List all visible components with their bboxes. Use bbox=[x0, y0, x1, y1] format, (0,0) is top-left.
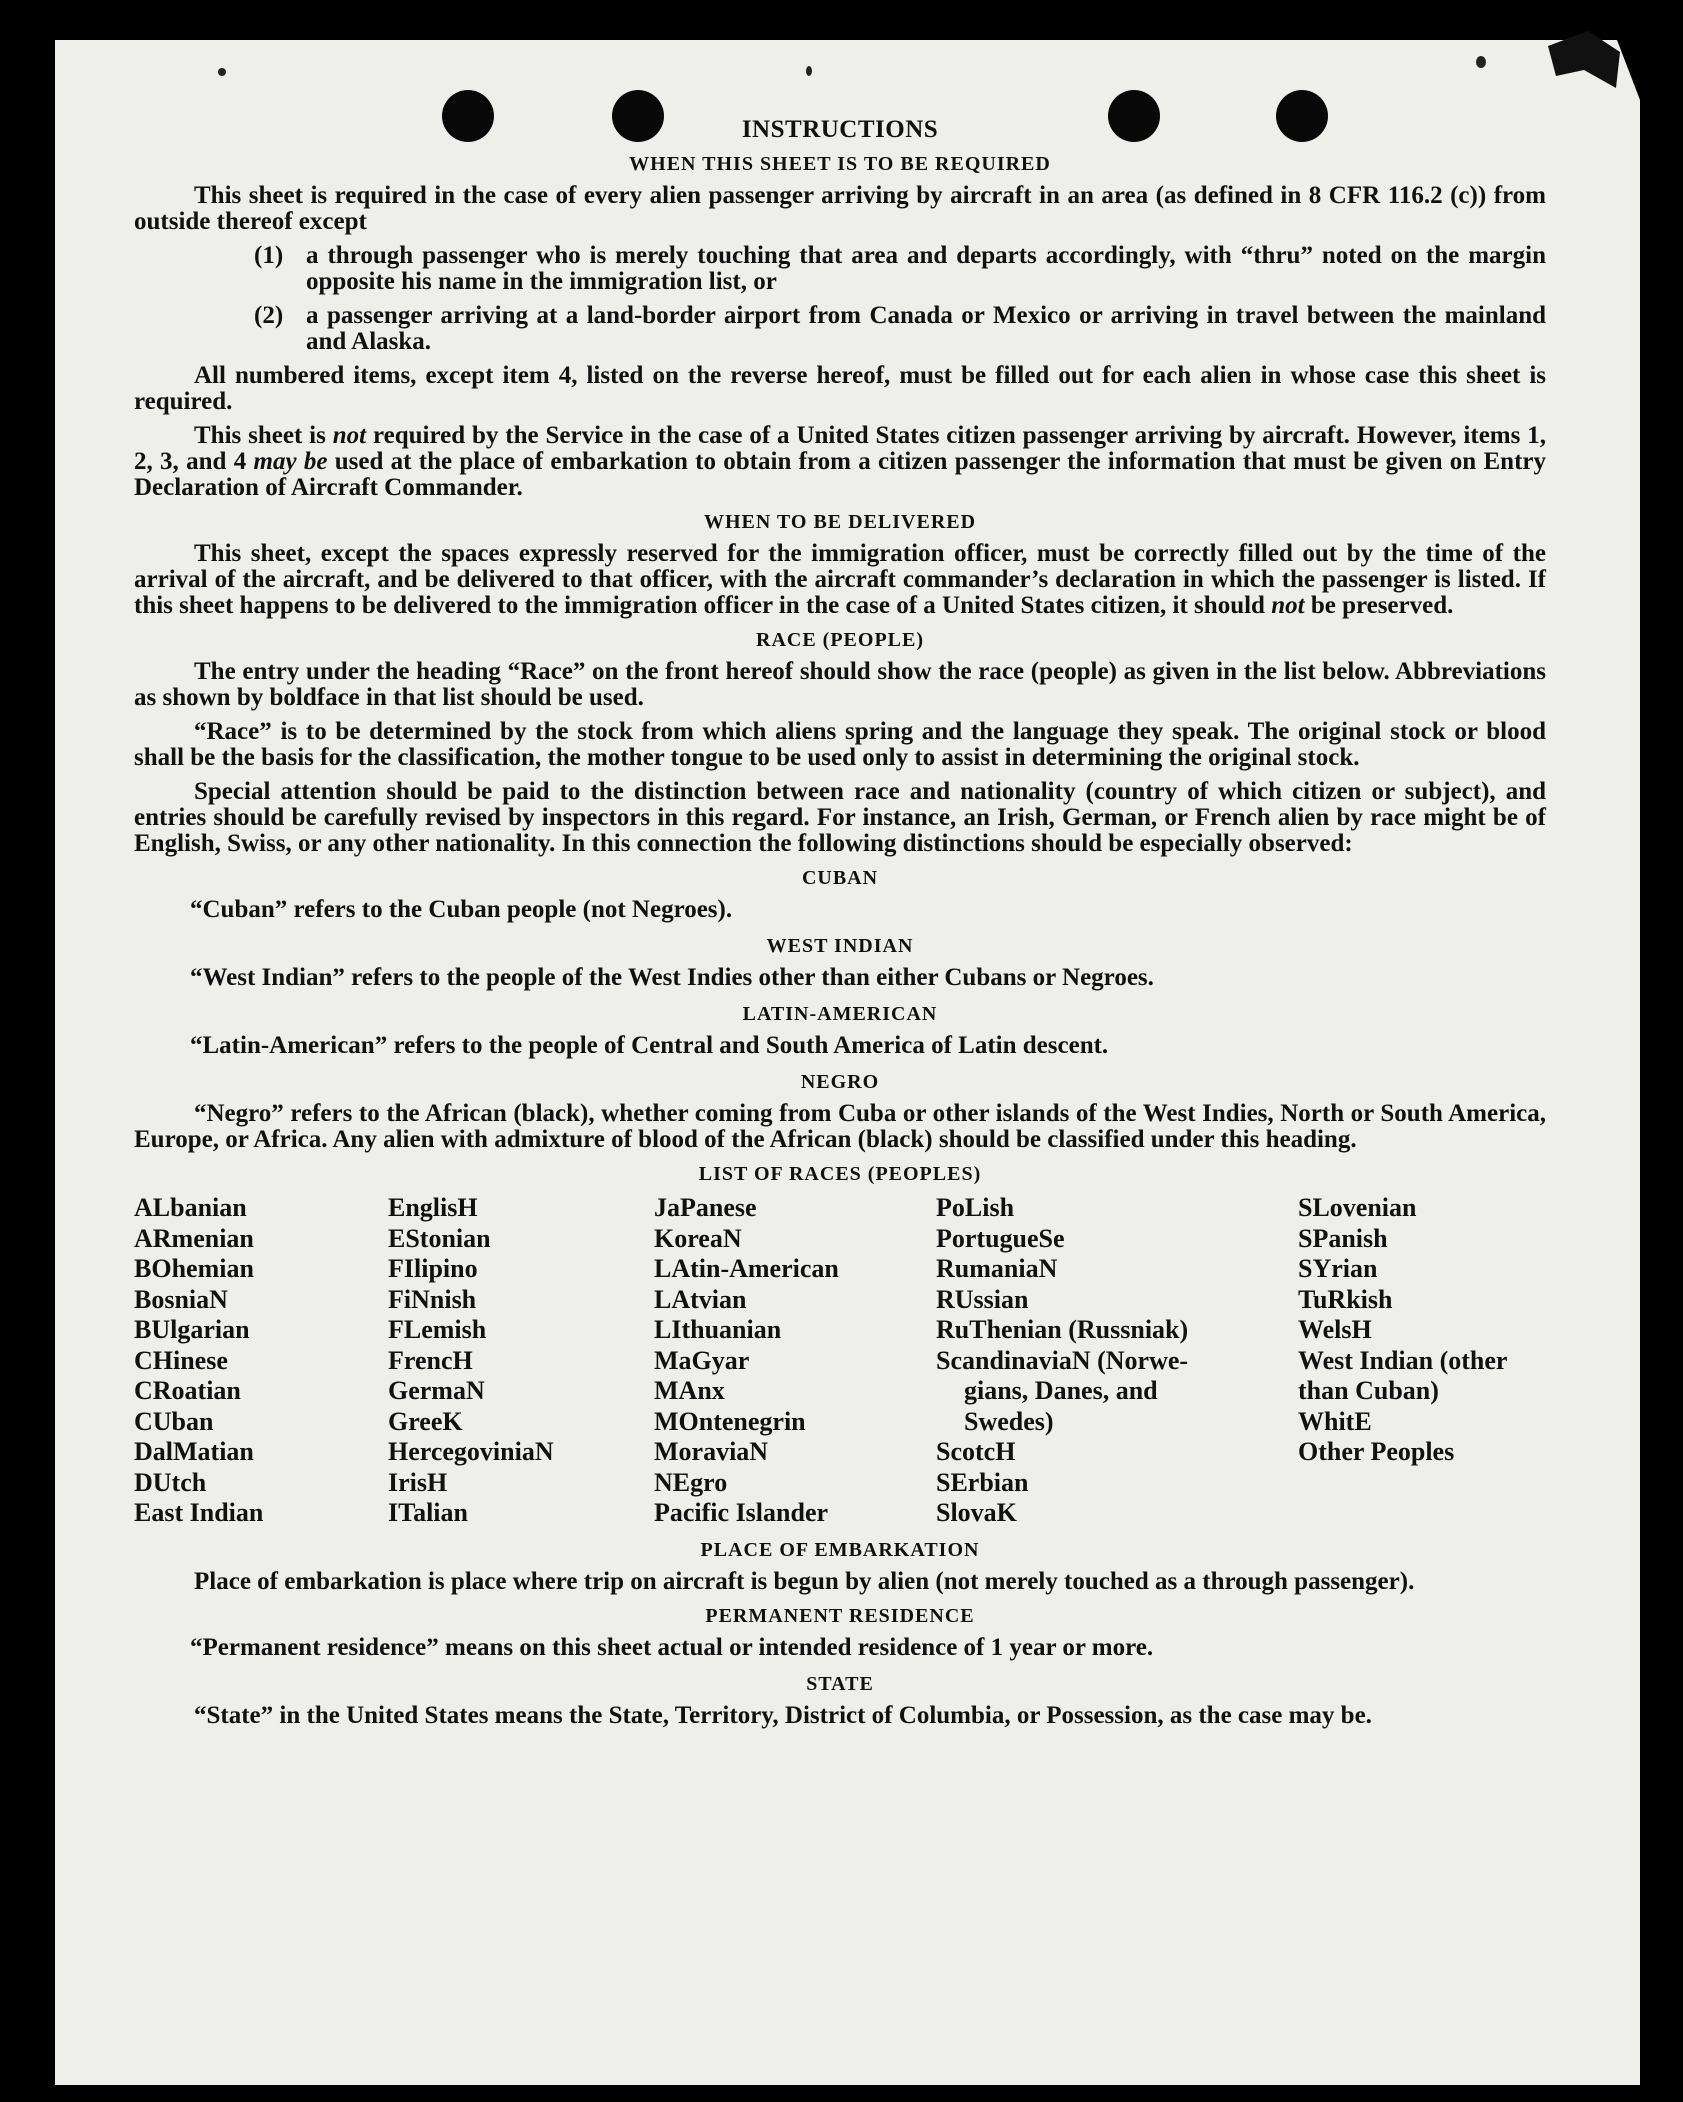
race-entry: SPanish bbox=[1298, 1223, 1388, 1253]
race-entry: West Indian (other bbox=[1298, 1345, 1508, 1375]
race-entry: SYrian bbox=[1298, 1254, 1378, 1283]
race-column bbox=[936, 1193, 1298, 1529]
instructions-content bbox=[134, 117, 1546, 1737]
race-entry: JaPanese bbox=[654, 1193, 757, 1222]
race-entry: ScandinaviaN (Norwe- bbox=[936, 1345, 1189, 1375]
race-entry: DUtch bbox=[134, 1467, 207, 1497]
race-entry: than Cuban) bbox=[1298, 1376, 1439, 1405]
speck bbox=[218, 68, 226, 76]
race-entry: RumaniaN bbox=[936, 1254, 1058, 1283]
race-entry: East Indian bbox=[134, 1498, 264, 1527]
item-text: a passenger arriving at a land-border airport from Canada or Mexico or arriving in travel between the mainland and Alaska. bbox=[306, 302, 1546, 355]
definition: “Permanent residence” means on this sheet actual or intended residence of 1 year or more. bbox=[190, 1633, 1154, 1661]
item-number: (2) bbox=[254, 302, 284, 329]
item-text: a through passenger who is merely touching that area and departs accordingly, with “thru” noted on the margin opposite his name in the immigration list, or bbox=[306, 242, 1546, 295]
paragraph: “Race” is to be determined by the stock from which aliens spring and the language they speak. The original stock or blood shall be the basis for the classification, the mother tongue to be used only to assist in determining the original stock. bbox=[134, 718, 1546, 771]
race-entry: SErbian bbox=[936, 1467, 1029, 1497]
race-entry: CHinese bbox=[134, 1345, 228, 1375]
race-entry: gians, Danes, and bbox=[964, 1376, 1158, 1405]
race-entry: ARmenian bbox=[134, 1223, 254, 1253]
race-entry: NEgro bbox=[654, 1467, 728, 1497]
race-entry: HercegoviniaN bbox=[388, 1437, 554, 1466]
race-entry: FiNnish bbox=[388, 1284, 477, 1314]
section-heading: WHEN THIS SHEET IS TO BE REQUIRED bbox=[629, 153, 1051, 175]
race-entry: WhitE bbox=[1298, 1406, 1372, 1436]
race-entry: RuThenian (Russniak) bbox=[936, 1315, 1189, 1344]
race-entry: Pacific Islander bbox=[654, 1498, 829, 1527]
section-heading: LIST OF RACES (PEOPLES) bbox=[698, 1163, 982, 1185]
race-entry: LIthuanian bbox=[654, 1315, 782, 1344]
race-entry: LAtvian bbox=[654, 1284, 747, 1314]
definition: “Cuban” refers to the Cuban people (not Negroes). bbox=[190, 896, 733, 923]
race-entry: FrencH bbox=[388, 1345, 473, 1375]
race-entry: FIlipino bbox=[388, 1254, 478, 1283]
paragraph: Special attention should be paid to the distinction between race and nationality (country of which citizen or subject), and entries should be carefully revised by inspectors in this regard. For instance, an Irish, German, or French alien by race might be of English, Swiss, or any other nationality. In this connection the following distinctions should be especially observed: bbox=[134, 778, 1546, 857]
paragraph: This sheet is required in the case of every alien passenger arriving by aircraft in an area (as defined in 8 CFR 116.2 (c)) from outside thereof except bbox=[134, 182, 1546, 235]
race-entry: DalMatian bbox=[134, 1437, 254, 1466]
numbered-item bbox=[254, 303, 1546, 355]
race-entry: Swedes) bbox=[964, 1406, 1054, 1436]
numbered-item bbox=[254, 243, 1546, 295]
race-column bbox=[134, 1193, 388, 1529]
section-heading: WHEN TO BE DELIVERED bbox=[703, 511, 977, 533]
race-entry: Other Peoples bbox=[1298, 1437, 1455, 1466]
page-title: INSTRUCTIONS bbox=[741, 116, 939, 143]
race-entry: FLemish bbox=[388, 1315, 487, 1344]
paragraph: “State” in the United States means the State, Territory, District of Columbia, or Possession, as the case may be. bbox=[194, 1701, 1372, 1729]
race-column bbox=[388, 1193, 654, 1529]
speck bbox=[806, 66, 812, 76]
race-entry: SlovaK bbox=[936, 1498, 1017, 1527]
race-entry: CRoatian bbox=[134, 1376, 241, 1405]
race-entry: GreeK bbox=[388, 1406, 463, 1436]
section-heading: CUBAN bbox=[801, 867, 879, 889]
race-entry: RUssian bbox=[936, 1284, 1029, 1314]
race-entry: KoreaN bbox=[654, 1223, 742, 1253]
section-heading: WEST INDIAN bbox=[766, 935, 914, 957]
paragraph: All numbered items, except item 4, listed on the reverse hereof, must be filled out for each alien in whose case this sheet is required. bbox=[134, 362, 1546, 415]
race-entry: PoLish bbox=[936, 1193, 1015, 1222]
race-entry: GermaN bbox=[388, 1376, 485, 1405]
section-heading: PLACE OF EMBARKATION bbox=[700, 1538, 980, 1561]
definition: “West Indian” refers to the people of the West Indies other than either Cubans or Negroes. bbox=[190, 964, 1154, 991]
section-heading: RACE (PEOPLE) bbox=[756, 629, 924, 651]
section-heading: NEGRO bbox=[800, 1071, 880, 1093]
race-entry: SLovenian bbox=[1298, 1193, 1417, 1222]
race-column bbox=[654, 1193, 936, 1529]
paragraph: This sheet is not required by the Service in the case of a United States citizen passenger arriving by aircraft. However, items 1, 2, 3, and 4 may be used at the place of embarkation to obtain from a citizen passenger the information that must be given on Entry Declaration of Aircraft Commander. bbox=[134, 422, 1546, 501]
race-entry: ITalian bbox=[388, 1498, 468, 1527]
paragraph: This sheet, except the spaces expressly reserved for the immigration officer, must be correctly filled out by the time of the arrival of the aircraft, and be delivered to that officer, with the aircraft commander’s declaration in which the passenger is listed. If this sheet happens to be delivered to the immigration officer in the case of a United States citizen, it should not be preserved. bbox=[134, 540, 1546, 619]
race-entry: TuRkish bbox=[1298, 1284, 1393, 1314]
section-heading: LATIN-AMERICAN bbox=[742, 1003, 938, 1025]
item-number: (1) bbox=[254, 242, 284, 269]
race-column bbox=[1298, 1193, 1546, 1529]
race-entry: ALbanian bbox=[134, 1193, 247, 1222]
race-list bbox=[134, 1193, 1546, 1529]
race-entry: MAnx bbox=[654, 1376, 725, 1405]
section-heading: STATE bbox=[806, 1672, 874, 1695]
race-entry: LAtin-American bbox=[654, 1254, 839, 1283]
race-entry: BOhemian bbox=[134, 1254, 254, 1283]
definition: “Latin-American” refers to the people of Central and South America of Latin descent. bbox=[190, 1032, 1109, 1059]
race-entry: MOntenegrin bbox=[654, 1406, 806, 1436]
race-entry: WelsH bbox=[1298, 1315, 1372, 1344]
race-entry: CUban bbox=[134, 1406, 214, 1436]
paragraph: Place of embarkation is place where trip on aircraft is begun by alien (not merely touched as a through passenger). bbox=[194, 1567, 1415, 1595]
race-entry: PortugueSe bbox=[936, 1223, 1065, 1253]
speck bbox=[1476, 56, 1486, 68]
race-entry: BUlgarian bbox=[134, 1315, 250, 1344]
paragraph: The entry under the heading “Race” on the front hereof should show the race (people) as given in the list below. Abbreviations as shown by boldface in that list should be used. bbox=[134, 658, 1546, 711]
race-entry: EStonian bbox=[388, 1223, 491, 1253]
race-entry: MaGyar bbox=[654, 1345, 750, 1375]
race-entry: EnglisH bbox=[388, 1193, 478, 1222]
paragraph: “Negro” refers to the African (black), whether coming from Cuba or other islands of the West Indies, North or South America, Europe, or Africa. Any alien with admixture of blood of the African (black) should be classified under this heading. bbox=[134, 1100, 1546, 1153]
race-entry: BosniaN bbox=[134, 1284, 228, 1314]
race-entry: MoraviaN bbox=[654, 1437, 769, 1466]
race-entry: IrisH bbox=[388, 1467, 448, 1497]
race-entry: ScotcH bbox=[936, 1437, 1016, 1466]
section-heading: PERMANENT RESIDENCE bbox=[705, 1604, 975, 1627]
